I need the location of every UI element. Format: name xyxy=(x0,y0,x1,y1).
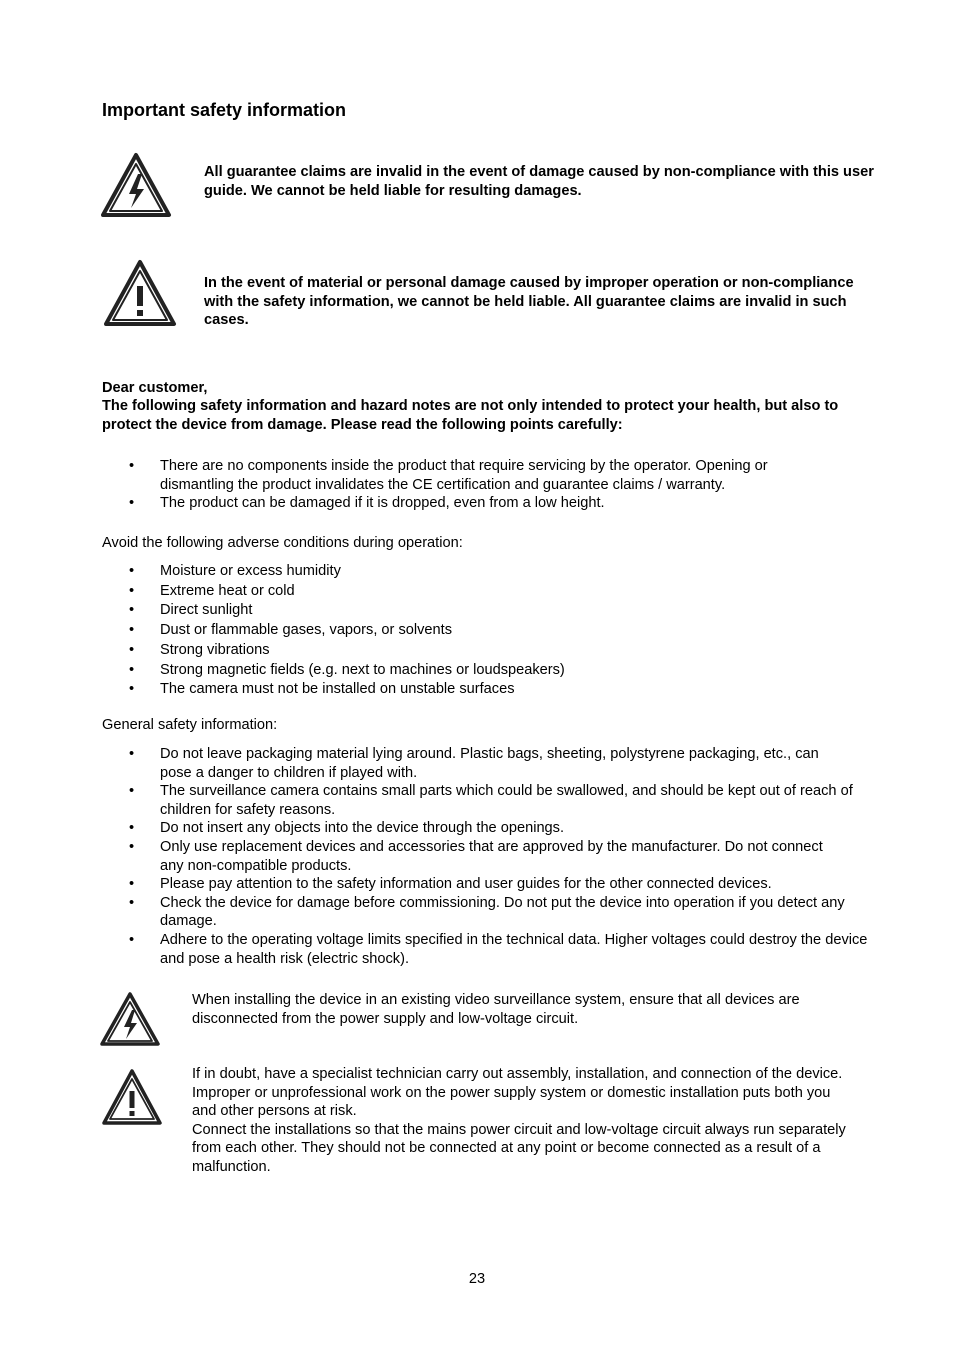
list-item: • Strong magnetic fields (e.g. next to machines or loudspeakers) xyxy=(102,661,842,681)
list-item: • Direct sunlight xyxy=(102,601,842,621)
note-text: When installing the device in an existing video surveillance system, ensure that all devices are disconnected from the power supply and low-voltage circuit. xyxy=(192,992,800,1027)
general-list xyxy=(102,745,887,968)
lightning-warning-icon xyxy=(99,991,161,1047)
general-heading: General safety information: xyxy=(102,717,278,733)
exclamation-warning-icon xyxy=(101,1068,163,1126)
list-item: • Extreme heat or cold xyxy=(102,582,842,602)
page-title: Important safety information xyxy=(102,100,347,120)
note-text: If in doubt, have a specialist technician carry out assembly, installation, and connection of the device. Improper or unprofessional work on the power supply system or domestic installation puts both you and other persons at risk. xyxy=(192,1066,843,1120)
conditions-list xyxy=(102,562,842,700)
greeting: Dear customer, xyxy=(102,380,208,396)
warning-text: All guarantee claims are invalid in the event of damage caused by non-compliance with this user guide. We cannot be held liable for resulting damages. xyxy=(204,164,874,199)
list-item: • Please pay attention to the safety information and user guides for the other connected devices. xyxy=(102,875,887,894)
intro-text: The following safety information and hazard notes are not only intended to protect your health, but also to protect the device from damage. Please read the following points carefully: xyxy=(102,398,839,433)
lightning-warning-icon xyxy=(100,152,172,218)
list-item: • Moisture or excess humidity xyxy=(102,562,842,582)
list-item: • Strong vibrations xyxy=(102,641,842,661)
list-item: • Dust or flammable gases, vapors, or solvents xyxy=(102,621,842,641)
exclamation-warning-icon xyxy=(103,259,177,327)
conditions-heading: Avoid the following adverse conditions during operation: xyxy=(102,535,463,551)
intro-bullet-list xyxy=(102,457,842,513)
note-text: Connect the installations so that the mains power circuit and low-voltage circuit always run separately xyxy=(192,1121,846,1138)
list-item: • Do not insert any objects into the device through the openings. xyxy=(102,819,887,838)
list-item: • Do not leave packaging material lying around. Plastic bags, sheeting, polystyrene packaging, etc., can pose a danger to children if played with. xyxy=(102,745,887,782)
list-item: • The surveillance camera contains small parts which could be swallowed, and should be kept out of reach of children for safety reasons. xyxy=(102,782,887,819)
list-item: • There are no components inside the product that require servicing by the operator. Opening or dismantling the product invalidates the CE certification and guarantee claims / warranty. xyxy=(102,457,842,494)
list-item: • Check the device for damage before commissioning. Do not put the device into operation if you detect any damage. xyxy=(102,894,887,931)
note-text: from each other. They should not be connected at any point or become connected as a result of a malfunction. xyxy=(192,1140,821,1175)
list-item: • Only use replacement devices and accessories that are approved by the manufacturer. Do not connect any non-compatible products. xyxy=(102,838,887,875)
page-number: 23 xyxy=(468,1271,486,1287)
list-item: • The product can be damaged if it is dropped, even from a low height. xyxy=(102,494,842,513)
note-text-block xyxy=(192,1065,877,1177)
list-item: • Adhere to the operating voltage limits specified in the technical data. Higher voltages could destroy the device and pose a health risk (electric shock). xyxy=(102,931,887,968)
warning-text: In the event of material or personal damage caused by improper operation or non-compliance with the safety information, we cannot be held liable. All guarantee claims are invalid in such cases. xyxy=(204,275,854,329)
list-item: • The camera must not be installed on unstable surfaces xyxy=(102,680,842,700)
